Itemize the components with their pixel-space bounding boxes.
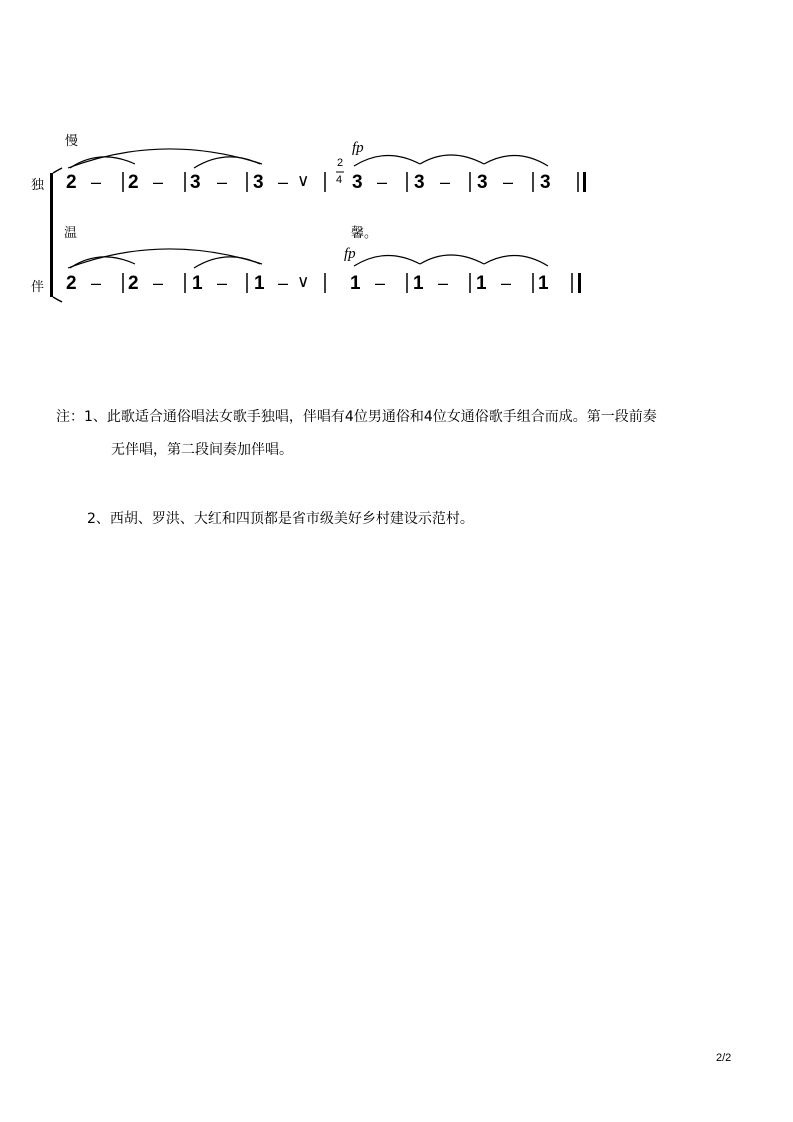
- breath-mark: ∨: [297, 171, 310, 191]
- accomp-note: 1: [350, 273, 361, 294]
- solo-slurs: [68, 149, 548, 168]
- note-line-1-continued: 无伴唱，第二段间奏加伴唱。: [111, 442, 293, 458]
- time-signature-bottom: 4: [336, 174, 343, 186]
- note-line-1: 注：1、此歌适合通俗唱法女歌手独唱，伴唱有4位男通俗和4位女通俗歌手组合而成。第一段前奏: [56, 409, 657, 425]
- breath-mark: ∨: [297, 272, 310, 292]
- solo-dash: –: [153, 172, 164, 192]
- accomp-note: 1: [476, 273, 487, 294]
- dynamic-accomp: fp: [344, 246, 356, 262]
- note-line-2: 2、西胡、罗洪、大红和四顶都是省市级美好乡村建设示范村。: [87, 511, 474, 527]
- solo-dash: –: [91, 172, 102, 192]
- part-label-accomp: 伴: [31, 280, 45, 295]
- accomp-dash: –: [501, 273, 512, 293]
- time-signature-top: 2: [337, 157, 344, 169]
- solo-dash: –: [503, 172, 514, 192]
- lyric-second: 馨。: [351, 226, 378, 241]
- lyric-first: 温: [64, 226, 78, 241]
- accomp-dash: –: [278, 273, 289, 293]
- solo-dash: –: [440, 172, 451, 192]
- solo-note: 3: [352, 172, 363, 193]
- accomp-dash: –: [153, 273, 164, 293]
- tempo-mark: 慢: [65, 134, 79, 149]
- score-graphics: [40, 140, 660, 340]
- page-number: 2/2: [716, 1052, 732, 1064]
- solo-note: 2: [66, 172, 77, 193]
- solo-note: 3: [253, 172, 264, 193]
- accomp-dash: –: [217, 273, 228, 293]
- accomp-note: 1: [538, 273, 549, 294]
- accomp-note: 2: [66, 273, 77, 294]
- solo-note: 3: [190, 172, 201, 193]
- solo-dash: –: [377, 172, 388, 192]
- solo-note: 3: [477, 172, 488, 193]
- accomp-note: 2: [128, 273, 139, 294]
- accomp-note: 1: [413, 273, 424, 294]
- part-label-solo: 独: [31, 178, 45, 193]
- system-bracket: [50, 168, 62, 302]
- solo-note: 2: [128, 172, 139, 193]
- accomp-note: 1: [192, 273, 203, 294]
- dynamic-solo: fp: [352, 140, 364, 156]
- accomp-note: 1: [254, 273, 265, 294]
- accomp-slurs: [68, 249, 548, 268]
- solo-note: 3: [414, 172, 425, 193]
- solo-dash: –: [217, 172, 228, 192]
- solo-note: 3: [540, 172, 551, 193]
- solo-dash: –: [278, 172, 289, 192]
- accomp-dash: –: [375, 273, 386, 293]
- accomp-dash: –: [91, 273, 102, 293]
- accomp-dash: –: [438, 273, 449, 293]
